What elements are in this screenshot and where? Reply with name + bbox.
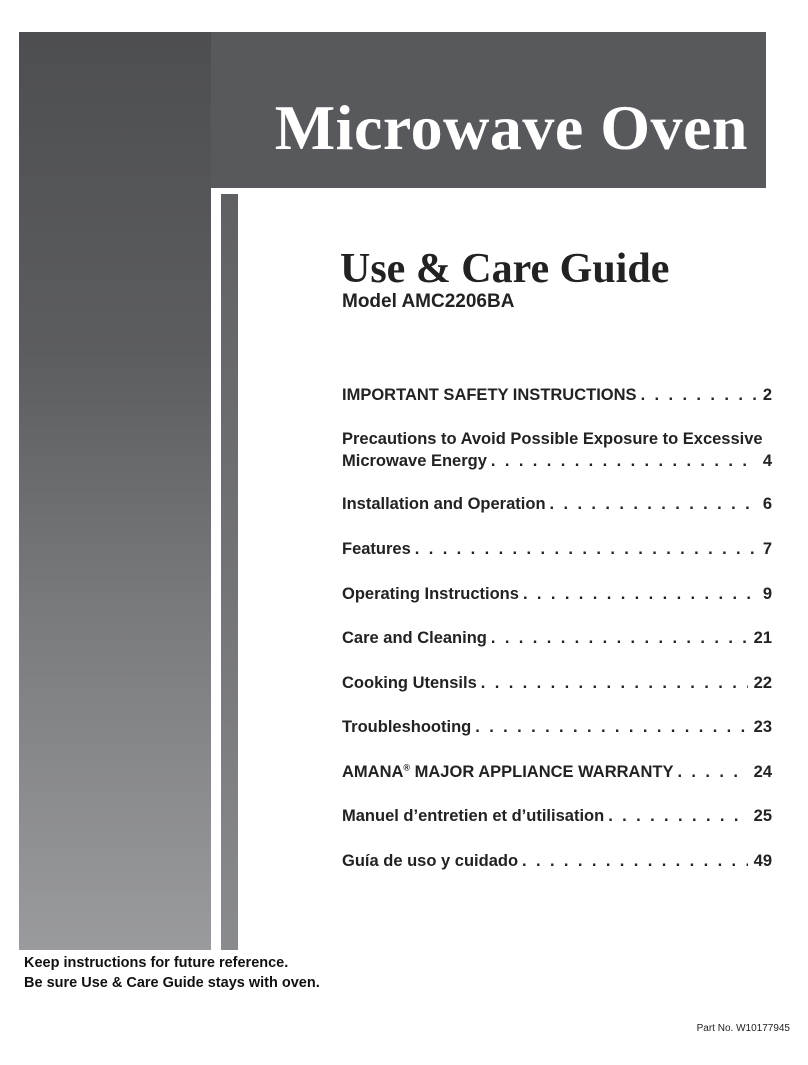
note-line-2: Be sure Use & Care Guide stays with oven. xyxy=(24,975,320,991)
toc-entry-page: 4 xyxy=(762,452,772,470)
toc-leader-dots xyxy=(608,805,747,827)
toc-leader-dots xyxy=(550,493,757,515)
main-title: Microwave Oven xyxy=(274,92,748,163)
toc-entry-page: 25 xyxy=(753,807,772,825)
toc-leader-dots xyxy=(641,384,757,406)
toc-entry-page: 2 xyxy=(762,386,772,404)
guide-title: Use & Care Guide xyxy=(340,246,670,292)
toc-entry-title: Microwave Energy xyxy=(342,452,487,470)
toc-entry-title: Troubleshooting xyxy=(342,718,472,736)
toc-entry-operating[interactable] xyxy=(342,583,772,605)
toc-leader-dots xyxy=(522,850,748,872)
toc-entry-spanish-guide[interactable] xyxy=(342,850,772,872)
toc-leader-dots xyxy=(491,450,757,472)
toc-entry-title-brand: AMANA xyxy=(342,763,404,781)
toc-entry-french-guide[interactable] xyxy=(342,805,772,827)
registered-mark: ® xyxy=(403,762,411,773)
keep-instructions-note xyxy=(24,953,320,993)
toc-entry-page: 7 xyxy=(762,540,772,558)
toc-entry-page: 22 xyxy=(753,674,772,692)
toc-entry-care[interactable] xyxy=(342,627,772,649)
vertical-accent-stripe xyxy=(221,194,238,950)
toc-entry-page: 23 xyxy=(753,718,772,736)
toc-leader-dots xyxy=(523,583,757,605)
toc-entry-safety[interactable] xyxy=(342,384,772,406)
part-number: Part No. W10177945 xyxy=(696,1023,790,1034)
toc-entry-title-rest: MAJOR APPLIANCE WARRANTY xyxy=(410,763,674,781)
toc-leader-dots xyxy=(415,538,757,560)
toc-entry-page: 9 xyxy=(762,585,772,603)
toc-entry-features[interactable] xyxy=(342,538,772,560)
toc-leader-dots xyxy=(481,672,748,694)
toc-entry-title: IMPORTANT SAFETY INSTRUCTIONS xyxy=(342,386,637,404)
note-line-1: Keep instructions for future reference. xyxy=(24,955,289,971)
toc-entry-installation[interactable] xyxy=(342,493,772,515)
toc-entry-title: Operating Instructions xyxy=(342,585,519,603)
toc-entry-precautions[interactable] xyxy=(342,428,772,472)
toc-entry-page: 21 xyxy=(753,629,772,647)
left-gradient-panel xyxy=(19,32,211,950)
model-number: Model AMC2206BA xyxy=(342,291,515,312)
toc-entry-title xyxy=(342,761,673,783)
toc-entry-page: 6 xyxy=(762,495,772,513)
table-of-contents xyxy=(342,384,772,872)
toc-entry-troubleshooting[interactable] xyxy=(342,716,772,738)
toc-entry-title: Installation and Operation xyxy=(342,495,546,513)
toc-entry-title: Cooking Utensils xyxy=(342,674,477,692)
toc-leader-dots xyxy=(475,716,747,738)
toc-entry-title: Manuel d’entretien et d’utilisation xyxy=(342,807,605,825)
toc-entry-utensils[interactable] xyxy=(342,672,772,694)
toc-entry-title: Care and Cleaning xyxy=(342,629,487,647)
toc-entry-warranty[interactable] xyxy=(342,761,772,783)
toc-leader-dots xyxy=(491,627,748,649)
toc-entry-page: 24 xyxy=(753,763,772,781)
toc-entry-page: 49 xyxy=(753,852,772,870)
toc-entry-title-line1: Precautions to Avoid Possible Exposure to Excessive xyxy=(342,430,763,448)
toc-entry-title: Features xyxy=(342,540,411,558)
toc-leader-dots xyxy=(677,761,747,783)
toc-entry-title: Guía de uso y cuidado xyxy=(342,852,519,870)
